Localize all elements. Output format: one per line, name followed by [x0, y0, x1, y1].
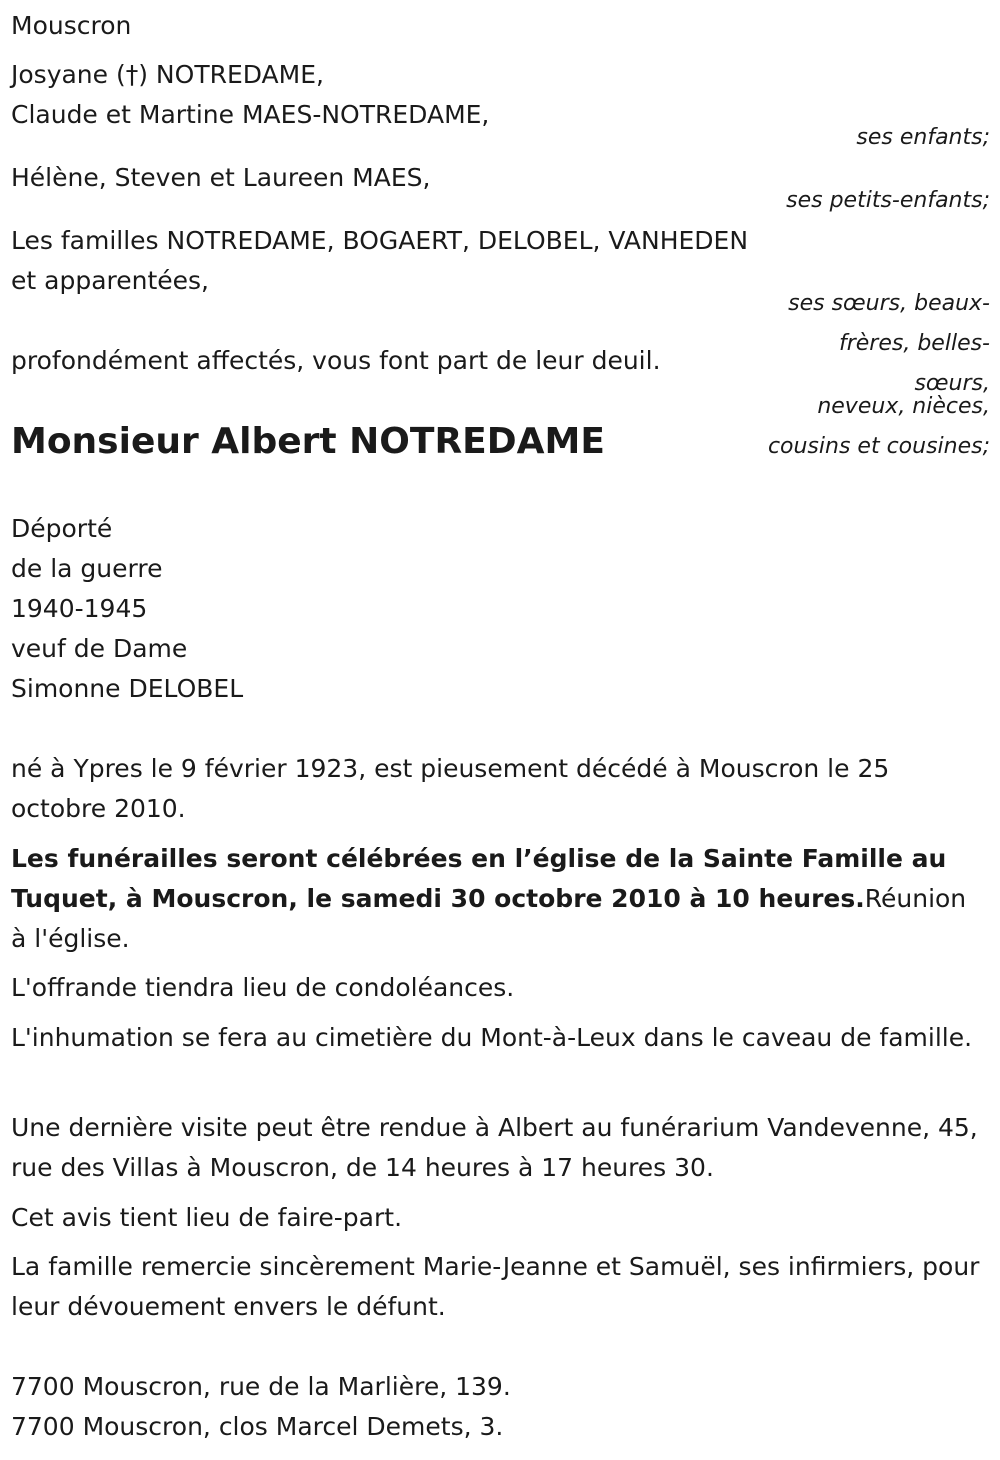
deceased-detail: Déporté: [11, 514, 113, 543]
families-role-1: ses sœurs, beaux-: [788, 291, 990, 316]
families-role-5: cousins et cousines;: [767, 434, 990, 459]
grandchildren-line: Hélène, Steven et Laureen MAES,: [11, 163, 431, 192]
families-line-2: et apparentées,: [11, 266, 209, 295]
burial-paragraph: L'inhumation se fera au cimetière du Mont-à-Leux dans le caveau de famille.: [11, 1023, 973, 1052]
children-line-2: Claude et Martine MAES-NOTREDAME,: [11, 100, 490, 129]
deceased-name: Monsieur Albert NOTREDAME: [11, 421, 605, 462]
families-role-3: sœurs,: [914, 371, 990, 396]
announcement: profondément affectés, vous font part de leur deuil.: [11, 346, 661, 375]
address-line: 7700 Mouscron, rue de la Marlière, 139.: [11, 1372, 511, 1401]
notice-city: Mouscron: [11, 11, 132, 40]
address-line: 7700 Mouscron, clos Marcel Demets, 3.: [11, 1412, 504, 1441]
funeral-bold-text: Les funérailles seront célébrées en l’église de la Sainte Famille au Tuquet, à Mouscron, le samedi 30 octobre 2010 à 10 heures.: [11, 844, 947, 913]
grandchildren-role: ses petits-enfants;: [786, 188, 990, 213]
children-line-1: Josyane (†) NOTREDAME,: [11, 60, 324, 89]
deceased-detail: veuf de Dame: [11, 634, 188, 663]
visit-paragraph: Une dernière visite peut être rendue à Albert au funérarium Vandevenne, 45, rue des Villas à Mouscron, de 14 heures à 17 heures 30.: [11, 1113, 978, 1182]
deceased-detail: 1940-1945: [11, 594, 148, 623]
offering-paragraph: L'offrande tiendra lieu de condoléances.: [11, 973, 515, 1002]
families-role-2: frères, belles-: [838, 331, 990, 356]
funeral-rest-text: Réunion à l'église.: [11, 884, 967, 953]
thanks-paragraph: La famille remercie sincèrement Marie-Jeanne et Samuël, ses infirmiers, pour leur dévouement envers le défunt.: [11, 1252, 980, 1321]
notice-paragraph: Cet avis tient lieu de faire-part.: [11, 1203, 403, 1232]
families-line-1: Les familles NOTREDAME, BOGAERT, DELOBEL, VANHEDEN: [11, 226, 749, 255]
children-role: ses enfants;: [856, 125, 990, 150]
deceased-detail: de la guerre: [11, 554, 163, 583]
families-role-4: neveux, nièces,: [817, 394, 990, 419]
funeral-paragraph: [11, 839, 981, 959]
birth-death-paragraph: né à Ypres le 9 février 1923, est pieusement décédé à Mouscron le 25 octobre 2010.: [11, 754, 890, 823]
deceased-detail: Simonne DELOBEL: [11, 674, 244, 703]
